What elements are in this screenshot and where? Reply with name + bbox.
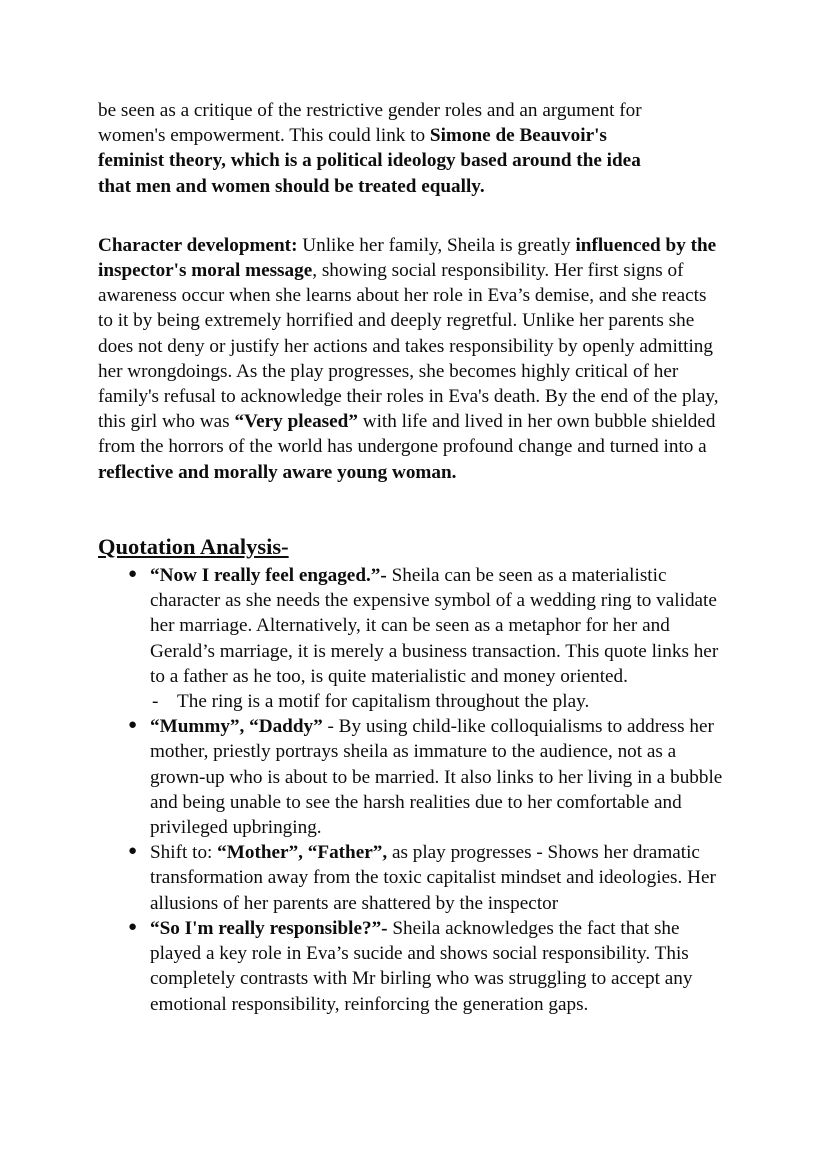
quote-plain-lead-2: Shift to: bbox=[150, 842, 218, 864]
sub-list-text-0-0: The ring is a motif for capitalism throughout the play. bbox=[177, 691, 590, 713]
list-item bbox=[128, 563, 723, 714]
bullet-point-icon: ● bbox=[128, 717, 138, 734]
paragraph-2-bold-reflective-woman: reflective and morally aware young woman. bbox=[98, 461, 457, 483]
document-body bbox=[98, 98, 723, 1017]
paragraph-character-development bbox=[98, 233, 723, 485]
bullet-point-icon: ● bbox=[128, 918, 138, 935]
paragraph-2-segment-1: Unlike her family, Sheila is greatly bbox=[297, 234, 576, 256]
paragraph-continuation bbox=[98, 98, 673, 199]
section-heading-quotation-analysis: Quotation Analysis- bbox=[98, 533, 289, 559]
paragraph-2-segment-3: with life and lived in her own bubble shielded from the horrors of the world has undergone profound change and turned into a bbox=[98, 411, 716, 458]
quote-lead-0: “Now I really feel engaged.”- bbox=[150, 565, 387, 587]
sub-list-0 bbox=[150, 689, 723, 714]
paragraph-2-bold-very-pleased: “Very pleased” bbox=[234, 411, 358, 433]
paragraph-2-segment-2: , showing social responsibility. Her first signs of awareness occur when she learns about her role in Eva’s demise, and she reacts to it by being extremely horrified and deeply regretful. Unlike her parents she does not deny or justify her actions and takes responsibility by openly admitting her wrongdoings. As the play progresses, she becomes highly critical of her family's refusal to acknowledge their roles in Eva's death. By the end of the play, this girl who was bbox=[98, 260, 719, 433]
quote-lead-3: “So I'm really responsible?”- bbox=[150, 917, 388, 939]
list-item bbox=[128, 840, 723, 916]
list-item bbox=[128, 714, 723, 840]
quote-body-0: Sheila can be seen as a materialistic character as she needs the expensive symbol of a wedding ring to validate her marriage. Alternatively, it can be seen as a metaphor for her and Gerald’s marriage, it is merely a business transaction. This quote links her to a father as he too, is quite materialistic and money oriented. bbox=[150, 565, 719, 687]
dash-bullet-icon: - bbox=[152, 691, 159, 713]
section-spacer bbox=[98, 485, 723, 533]
quote-lead-2: “Mother”, “Father”, bbox=[217, 842, 388, 864]
list-item bbox=[128, 916, 723, 1017]
character-development-label: Character development: bbox=[98, 234, 298, 256]
bullet-point-icon: ● bbox=[128, 566, 138, 583]
paragraph-2-bold-inspector-message: influenced by the inspector's moral message bbox=[98, 234, 717, 282]
paragraph-1-plain-text: be seen as a critique of the restrictive gender roles and an argument for women's empowerment. This could link to bbox=[98, 100, 642, 147]
quote-body-1: - By using child-like colloquialisms to address her mother, priestly portrays sheila as immature to the audience, not as a grown-up who is about to be married. It also links to her living in a bubble and being unable to see the harsh realities due to her comfortable and privileged upbringing. bbox=[150, 716, 723, 839]
quote-body-3: Sheila acknowledges the fact that she played a key role in Eva’s sucide and shows social responsibility. This completely contrasts with Mr birling who was struggling to accept any emotional responsibility, reinforcing the generation gaps. bbox=[150, 917, 693, 1015]
quote-body-2: as play progresses - Shows her dramatic transformation away from the toxic capitalist mindset and ideologies. Her allusions of her parents are shattered by the inspector bbox=[150, 842, 716, 914]
quote-lead-1: “Mummy”, “Daddy” bbox=[150, 716, 323, 738]
paragraph-spacer bbox=[98, 199, 723, 233]
sub-list-item bbox=[152, 689, 723, 714]
bullet-point-icon: ● bbox=[128, 843, 138, 860]
paragraph-1-bold-text: Simone de Beauvoir's feminist theory, which is a political ideology based around the idea that men and women should be treated equally. bbox=[98, 125, 641, 197]
quotation-analysis-list bbox=[98, 563, 723, 1017]
